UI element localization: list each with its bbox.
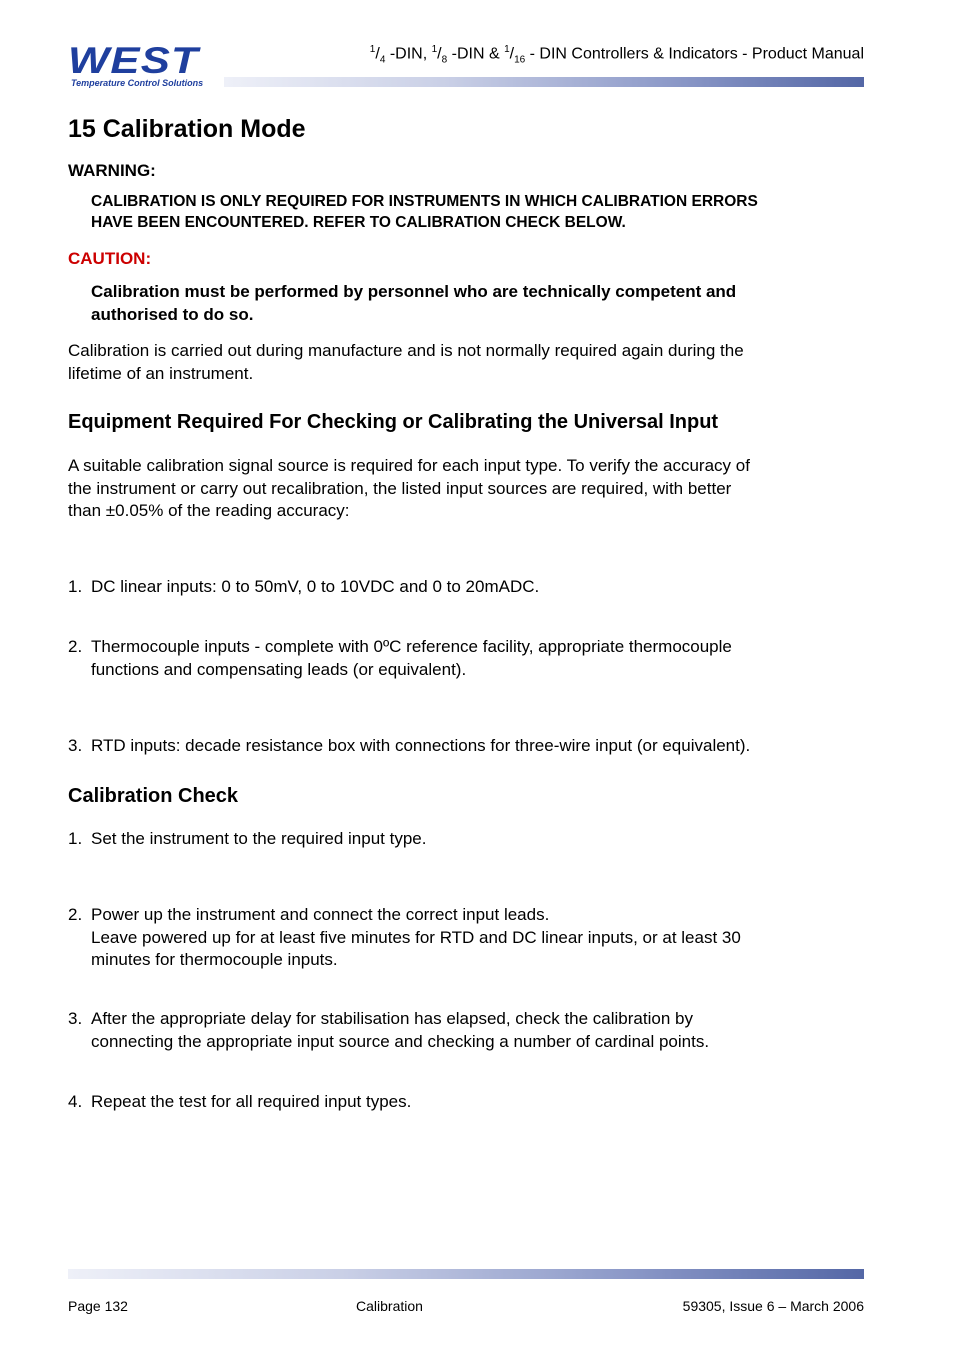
intro-paragraph	[68, 340, 744, 385]
caution-line: authorised to do so.	[91, 304, 254, 324]
header-rule	[224, 77, 864, 87]
fraction-denominator: 4	[379, 54, 386, 66]
list-item	[68, 1091, 858, 1114]
warning-line: CALIBRATION IS ONLY REQUIRED FOR INSTRUMENTS IN WHICH CALIBRATION ERRORS	[91, 193, 758, 210]
paragraph-line: lifetime of an instrument.	[68, 363, 254, 383]
title-text: -DIN &	[447, 45, 505, 63]
list-item	[68, 1008, 858, 1053]
list-item	[68, 904, 858, 972]
logo-wordmark: WEST	[68, 40, 199, 81]
title-text: -DIN,	[385, 45, 432, 63]
warning-label: WARNING:	[68, 161, 156, 180]
warning-text	[91, 191, 758, 233]
list-number: 3.	[68, 736, 83, 755]
list-item	[68, 828, 858, 851]
page-number: Page 132	[68, 1298, 128, 1314]
list-item-text: Thermocouple inputs - complete with 0ºC reference facility, appropriate thermocouple	[91, 637, 732, 656]
list-item-text: Set the instrument to the required input type.	[91, 829, 427, 848]
list-item-text: After the appropriate delay for stabilisation has elapsed, check the calibration by	[91, 1009, 693, 1028]
fraction-numerator: 1	[504, 44, 510, 55]
fraction-denominator: 16	[514, 54, 526, 66]
fraction-numerator: 1	[369, 44, 376, 55]
list-item-text: functions and compensating leads (or equivalent).	[91, 659, 467, 679]
list-item	[68, 576, 858, 599]
list-item-text: DC linear inputs: 0 to 50mV, 0 to 10VDC and 0 to 20mADC.	[91, 577, 540, 596]
fraction-denominator: 8	[441, 54, 448, 66]
section-title: 15 Calibration Mode	[68, 115, 306, 143]
document-issue: 59305, Issue 6 – March 2006	[682, 1298, 864, 1314]
list-item-text: Repeat the test for all required input types.	[91, 1092, 412, 1111]
list-item-text: connecting the appropriate input source and checking a number of cardinal points.	[91, 1031, 710, 1051]
list-item-text: minutes for thermocouple inputs.	[91, 950, 338, 969]
list-item	[68, 735, 858, 758]
list-item-text: Power up the instrument and connect the correct input leads.	[91, 905, 550, 924]
list-item	[68, 636, 858, 681]
list-number: 2.	[68, 905, 83, 924]
logo-tagline: Temperature Control Solutions	[71, 78, 204, 88]
equipment-paragraph	[68, 455, 750, 523]
list-item-text: Leave powered up for at least five minutes for RTD and DC linear inputs, or at least 30	[91, 927, 741, 947]
equipment-heading: Equipment Required For Checking or Calibrating the Universal Input	[68, 411, 719, 433]
list-number: 1.	[68, 829, 83, 848]
chapter-name: Calibration	[356, 1298, 423, 1314]
warning-line: HAVE BEEN ENCOUNTERED. REFER TO CALIBRATION CHECK BELOW.	[91, 214, 626, 231]
calibration-check-heading: Calibration Check	[68, 785, 239, 807]
caution-label: CAUTION:	[68, 249, 152, 268]
list-number: 3.	[68, 1009, 83, 1028]
title-text: - DIN Controllers & Indicators - Product Manual	[525, 45, 864, 63]
paragraph-line: A suitable calibration signal source is required for each input type. To verify the accuracy of	[68, 456, 750, 475]
list-item-text: RTD inputs: decade resistance box with connections for three-wire input (or equivalent).	[91, 736, 751, 755]
paragraph-line: the instrument or carry out recalibration, the listed input sources are required, with better	[68, 478, 732, 498]
caution-line: Calibration must be performed by personnel who are technically competent and	[91, 282, 737, 301]
paragraph-line: Calibration is carried out during manufacture and is not normally required again during the	[68, 341, 744, 360]
manual-title: $^1/_4$ -DIN, $^1/_8$ -DIN & $^1/_{16}$ - DIN Controllers & Indicators - Product Manual	[369, 44, 864, 66]
caution-text	[91, 281, 736, 326]
west-logo	[68, 40, 224, 90]
list-number: 2.	[68, 637, 83, 656]
paragraph-line: than ±0.05% of the reading accuracy:	[68, 501, 350, 520]
footer-rule	[68, 1269, 864, 1279]
fraction-numerator: 1	[431, 44, 438, 55]
list-number: 1.	[68, 577, 83, 596]
list-number: 4.	[68, 1092, 83, 1111]
